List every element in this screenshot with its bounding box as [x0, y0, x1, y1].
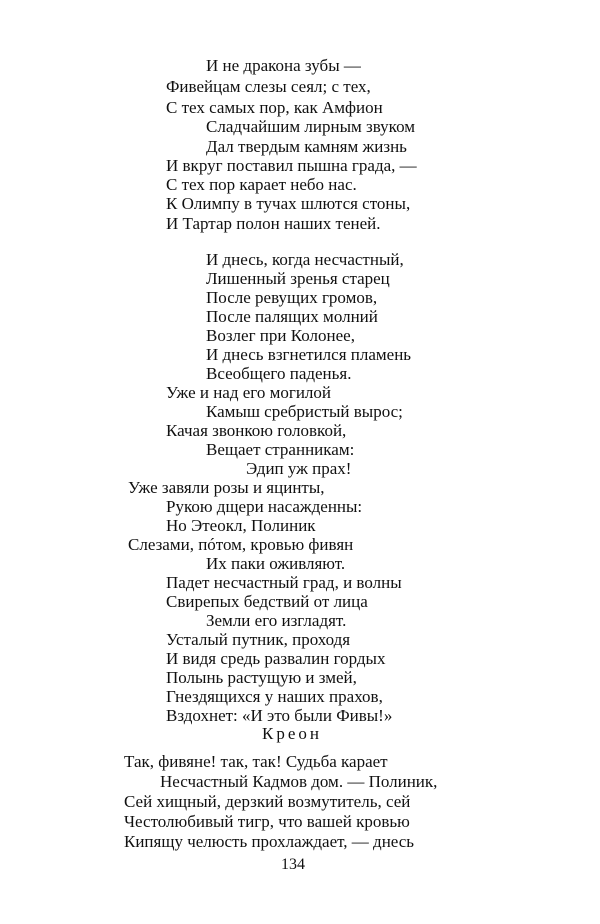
- verse-line: Дал твердым камням жизнь: [206, 137, 407, 156]
- verse-line: Вещает странникам:: [206, 440, 355, 459]
- verse-line: Свирепых бедствий от лица: [166, 592, 368, 611]
- verse-line: И не дракона зубы —: [206, 56, 361, 75]
- verse-line: Гнездящихся у наших прахов,: [166, 687, 383, 706]
- verse-line: Слезами, пóтом, кровью фивян: [128, 535, 354, 554]
- verse-line: Так, фивяне! так, так! Судьба карает: [124, 752, 388, 771]
- verse-line: Кипящу челюсть прохлаждает, — днесь: [124, 832, 415, 851]
- verse-line: Их паки оживляют.: [206, 554, 346, 573]
- verse-line: Падет несчастный град, и волны: [166, 573, 402, 592]
- verse-line: Качая звонкою головкой,: [166, 421, 347, 440]
- verse-line: Уже и над его могилой: [166, 383, 332, 402]
- verse-line: Вздохнет: «И это были Фивы!»: [166, 706, 393, 725]
- verse-line: И днесь взгнетился пламень: [206, 345, 412, 364]
- verse-line: Уже завяли розы и яцинты,: [128, 478, 325, 497]
- verse-line: Честолюбивый тигр, что вашей кровью: [124, 812, 410, 831]
- verse-line: Сладчайшим лирным звуком: [206, 117, 416, 136]
- verse-line: Полынь растущую и змей,: [166, 668, 357, 687]
- verse-line: Эдип уж прах!: [246, 459, 352, 478]
- verse-line: Фивейцам слезы сеял; с тех,: [166, 77, 371, 96]
- page-number: 134: [281, 856, 305, 873]
- verse-line: После ревущих громов,: [206, 288, 378, 307]
- verse-line: После палящих молний: [206, 307, 378, 326]
- verse-line: Возлег при Колонее,: [206, 326, 355, 345]
- verse-line: Камыш сребристый вырос;: [206, 402, 403, 421]
- verse-line: И Тартар полон наших теней.: [166, 214, 381, 233]
- verse-line: К Олимпу в тучах шлются стоны,: [166, 194, 411, 213]
- verse-line: Усталый путник, проходя: [166, 630, 351, 649]
- verse-line: И днесь, когда несчастный,: [206, 250, 404, 269]
- verse-line: Несчастный Кадмов дом. — Полиник,: [160, 772, 438, 791]
- verse-line: Земли его изгладят.: [206, 611, 347, 630]
- verse-line: Лишенный зренья старец: [206, 269, 390, 288]
- verse-line: С тех самых пор, как Амфион: [166, 98, 383, 117]
- verse-line: Рукою дщери насажденны:: [166, 497, 363, 516]
- verse-line: Сей хищный, дерзкий возмутитель, сей: [124, 792, 411, 811]
- verse-line: С тех пор карает небо нас.: [166, 175, 357, 194]
- verse-line: Всеобщего паденья.: [206, 364, 352, 383]
- verse-line: И видя средь развалин гордых: [166, 649, 386, 668]
- verse-line: Но Этеокл, Полиник: [166, 516, 316, 535]
- verse-line: И вкруг поставил пышна града, —: [166, 156, 417, 175]
- speaker-name: Креон: [262, 724, 322, 743]
